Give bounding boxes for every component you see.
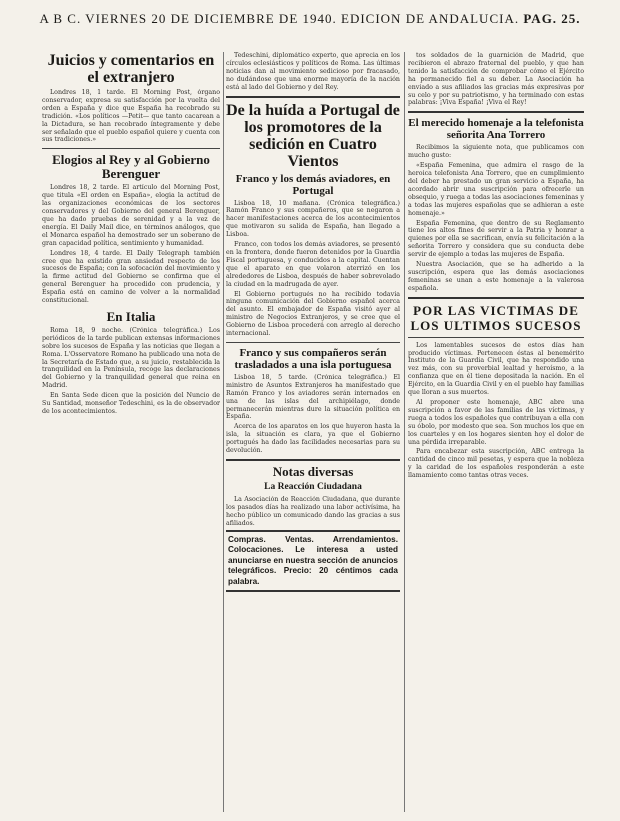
article-paragraph: Lisboa 18, 5 tarde. (Crónica telegráfica.) El ministro de Asuntos Extranjeros ha manifestado que Ramón Franco y los aviadores serán internados en una de las islas del archipiélago, donde permanecerán mientras dure la situación política en España. xyxy=(226,373,400,421)
article-paragraph: Al proponer este homenaje, ABC abre una suscripción a favor de las familias de las víctimas, y ruega a todos los españoles que contribuyan a ella con su óbolo, por modesto que sea. Son muchos los que en los cuarteles y en los hogares sienten hoy el dolor de una pérdida irreparable. xyxy=(408,399,584,446)
article-paragraph: Recibimos la siguiente nota, que publicamos con mucho gusto: xyxy=(408,144,584,160)
article-paragraph: Londres 18, 4 tarde. El Daily Telegraph también cree que ha existido gran ansiedad respecto de los sucesos de España; con la sofocación del movimiento y la firme actitud del Gobierno se confirma que el general Berenguer ha procedido con prudencia, y España está en camino de volver a la normalidad constitucional. xyxy=(42,249,220,305)
article-paragraph: Acerca de los aparatos en los que huyeron hasta la isla, la situación es clara, ya que el Gobierno portugués ha dado las facilidades necesarias para su devolución. xyxy=(226,423,400,455)
headline-isla-portuguesa: Franco y sus compañeros serán trasladados a una isla portuguesa xyxy=(234,346,392,371)
divider xyxy=(226,96,400,98)
headline-en-italia: En Italia xyxy=(106,308,156,324)
column-divider xyxy=(404,52,405,812)
article-paragraph: En Santa Sede dicen que la posición del Nuncio de Su Santidad, monseñor Tedeschini, es la de observador de los acontecimientos. xyxy=(42,392,220,415)
header-page-number: PAG. 25. xyxy=(523,11,581,26)
divider xyxy=(408,111,584,113)
column-2 xyxy=(226,52,400,812)
column-3 xyxy=(408,52,584,812)
article-paragraph: Tedeschini, diplomático experto, que aprecia en los círculos eclesiásticos y políticos de Roma. Las últimas noticias dan al movimiento sedicioso por fracasado, no dudándose que una enorme mayoría de la nación está al lado del Gobierno y del Rey. xyxy=(226,52,400,91)
headline-victimas: POR LAS VICTIMAS DE LOS ULTIMOS SUCESOS xyxy=(410,302,582,333)
page-header xyxy=(0,0,620,40)
headline-homenaje-telefonista: El merecido homenaje a la telefonista señorita Ana Torrero xyxy=(408,117,584,142)
divider xyxy=(226,459,400,461)
article-paragraph: Para encabezar esta suscripción, ABC entrega la cantidad de cinco mil pesetas, y espera que la nobleza y la caridad de los españoles responderán a este llamamiento como tantas otras veces. xyxy=(408,448,584,480)
article-paragraph: Los lamentables sucesos de estos días han producido víctimas. Pertenecen éstas al benemérito Instituto de la Guardia Civil, que ha respondido una vez más, con su proverbial lealtad y heroísmo, a la confianza que en él tiene depositada la nación. En el Ejército, en la Guardia Civil y en el pueblo hay familias que lloran a sus muertos. xyxy=(408,341,584,397)
classified-ad-box: Compras. Ventas. Arrendamientos. Colocaciones. Le interesa a usted anunciarse en nuestra sección de anuncios telegráficos. Precio: 20 céntimos cada palabra. xyxy=(226,530,400,593)
article-paragraph: Franco, con todos los demás aviadores, se presentó en la frontera, donde fueron detenidos por la Guardia Fiscal portuguesa, y conducidos a la capital. Cuentan que el aparato en que volaron aterrizó en los alrededores de Lisboa, después de haber sobrevolado la ciudad en la madrugada de ayer. xyxy=(226,241,400,288)
column-divider xyxy=(223,52,224,812)
article-paragraph: Roma 18, 9 noche. (Crónica telegráfica.) Los periódicos de la tarde publican extensas informaciones sobre los sucesos de España y las noticias que llegan a Roma. L'Osservatore Romano ha publicado una nota de la Secretaría de Estado que, a su juicio, restablecida la tranquilidad en la Península, recoge las declaraciones del Gobierno y la tranquilidad general que reina en Madrid. xyxy=(42,326,220,390)
article-paragraph: Londres 18, 2 tarde. El artículo del Morning Post, que titula «El orden en España», elogia la actitud de las organizaciones económicas de los sectores conservadores y del Gobierno del general Berenguer, que ha dado pruebas de serenidad y a la vez de energía. El Daily Mail dice, en términos análogos, que el Monarca español ha demostrado ser un soberano de gran capacidad política, sentimiento y humanidad. xyxy=(42,184,220,247)
article-paragraph: El Gobierno portugués no ha recibido todavía ninguna comunicación del Gobierno español acerca del asunto. El embajador de España visitó ayer al ministro de Negocios Extranjeros, y se cree que el Gobierno de Lisboa procederá con arreglo al derecho internacional. xyxy=(226,290,400,338)
article-paragraph: Londres 18, 1 tarde. El Morning Post, órgano conservador, expresa su satisfacción por la vuelta del orden a España y dice que España ha recobrado su tradición. «Los políticos —Petit— que tanto cacarean a la Dictadura, se han recobrado íntegramente y debe ser señalado que el pueblo español quiere y cuenta con sus tradiciones.» xyxy=(42,89,220,144)
divider xyxy=(408,337,584,338)
divider xyxy=(226,342,400,343)
headline-notas-diversas: Notas diversas xyxy=(272,464,354,479)
subheadline-franco: Franco y los demás aviadores, en Portugal xyxy=(235,172,391,197)
divider xyxy=(408,297,584,299)
headline-juicios: Juicios y comentarios en el extranjero xyxy=(47,52,215,86)
article-paragraph: Nuestra Asociación, que se ha adherido a la suscripción, espera que las demás asociaciones femeninas se unan a este homenaje a la valerosa española. xyxy=(408,261,584,292)
header-dateline: A B C. VIERNES 20 DE DICIEMBRE DE 1940. EDICION DE ANDALUCIA. xyxy=(39,11,520,26)
headline-huida-portugal: De la huída a Portugal de los promotores de la sedición en Cuatro Vientos xyxy=(226,101,400,170)
column-1 xyxy=(42,52,220,812)
article-paragraph: «España Femenina, que admira el rasgo de la heroica telefonista Ana Torrero, que en cumplimiento del deber ha prestado un gran servicio a España, ha acordado abrir una suscripción para ofrecerle un obsequio, y ruega a todas las asociaciones femeninas y a todas las mujeres españolas que se adhieran a este homenaje.» xyxy=(408,162,584,217)
subheadline-reaccion: La Reacción Ciudadana xyxy=(264,482,362,492)
article-paragraph: España Femenina, que dentro de su Reglamento tiene los altos fines de servir a la Patria y honrar a quienes por ella se sacrifican, envía su felicitación a la señorita Torrero y considera que su conducta debe servir de ejemplo a todas las mujeres de España. xyxy=(408,219,584,259)
headline-elogios: Elogios al Rey y al Gobierno Berenguer xyxy=(52,152,210,182)
article-paragraph: Lisboa 18, 10 mañana. (Crónica telegráfica.) Ramón Franco y sus compañeros, que se negaron a hacer manifestaciones acerca de los acontecimientos que motivaron su salida de España, han llegado a Lisboa. xyxy=(226,199,400,239)
article-paragraph: La Asociación de Reacción Ciudadana, que durante los pasados días ha realizado una labor activísima, ha hecho público un comunicado dando las gracias a sus afiliados. xyxy=(226,496,400,527)
article-paragraph: tos soldados de la guarnición de Madrid, que recibieron el abrazo fraternal del pueblo, y que han tenido la satisfacción de comprobar cómo el Ejército ha permanecido fiel a su deber. La Asociación ha enviado a sus afiliados las gracias más expresivas por su celo y por su patriotismo, y ha terminado con estas palabras: ¡Viva España! ¡Viva el Rey! xyxy=(408,52,584,107)
divider xyxy=(42,148,220,149)
